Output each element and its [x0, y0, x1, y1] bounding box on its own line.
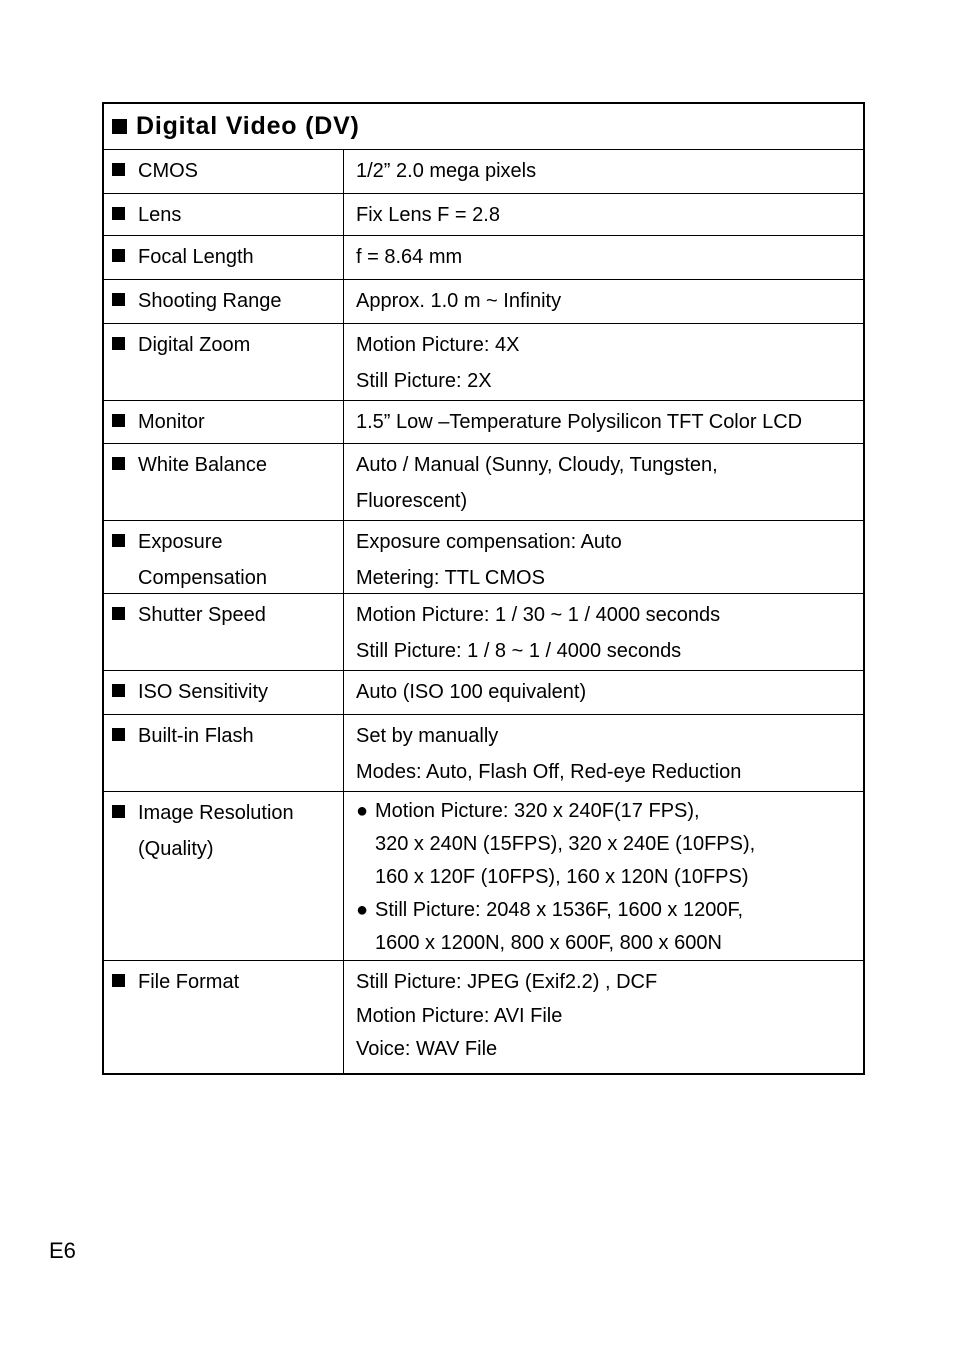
spec-label-cell [104, 236, 344, 279]
spec-label: Digital Zoom [138, 334, 251, 356]
spec-value-cell [344, 194, 863, 235]
spec-row-file-format [104, 961, 863, 1073]
spec-label [138, 792, 294, 867]
spec-row-built-in-flash [104, 715, 863, 792]
spec-value: 320 x 240N (15FPS), 320 x 240E (10FPS), [375, 833, 756, 855]
spec-label-cell [104, 521, 344, 593]
spec-row-cmos [104, 150, 863, 194]
spec-row-monitor [104, 401, 863, 444]
spec-value: Still Picture: 2048 x 1536F, 1600 x 1200F, [375, 899, 744, 921]
spec-label: Shutter Speed [138, 604, 266, 626]
page-number: E6 [49, 1238, 76, 1263]
spec-value-bullet-line [356, 894, 863, 927]
spec-row-exposure-compensation [104, 521, 863, 594]
spec-label-cell [104, 715, 344, 791]
round-bullet-icon: ● [356, 899, 369, 921]
square-bullet-icon [112, 293, 125, 306]
spec-label-line: Image Resolution [138, 802, 294, 824]
spec-label-cell [104, 792, 344, 960]
square-bullet-icon [112, 207, 125, 220]
spec-value-bullet-line [356, 795, 863, 828]
spec-label: Focal Length [138, 246, 254, 268]
spec-label: CMOS [138, 160, 198, 182]
spec-value-cell [344, 961, 863, 1073]
spec-value: Metering: TTL CMOS [356, 567, 545, 589]
spec-label: White Balance [138, 454, 267, 476]
spec-row-shutter-speed [104, 594, 863, 671]
spec-value: f = 8.64 mm [356, 246, 463, 268]
square-bullet-icon [112, 684, 125, 697]
section-title: Digital Video (DV) [136, 112, 360, 140]
spec-value-cell [344, 792, 863, 960]
spec-label: Built-in Flash [138, 725, 254, 747]
spec-label-cell [104, 280, 344, 323]
spec-value-cell [344, 324, 863, 400]
square-bullet-icon [112, 805, 125, 818]
spec-value: Fluorescent) [356, 490, 468, 512]
spec-label-cell [104, 401, 344, 443]
spec-value: Motion Picture: AVI File [356, 1005, 563, 1027]
spec-value: Still Picture: 1 / 8 ~ 1 / 4000 seconds [356, 640, 682, 662]
square-bullet-icon [112, 163, 125, 176]
spec-label: File Format [138, 971, 240, 993]
spec-row-iso-sensitivity [104, 671, 863, 715]
square-bullet-icon [112, 534, 125, 547]
spec-label-line: Exposure [138, 531, 223, 553]
spec-row-image-resolution [104, 792, 863, 961]
spec-value: Motion Picture: 1 / 30 ~ 1 / 4000 seconds [356, 604, 721, 626]
spec-table [102, 102, 865, 1075]
spec-label-cell [104, 444, 344, 520]
section-header [104, 104, 863, 150]
spec-label-cell [104, 194, 344, 235]
spec-row-white-balance [104, 444, 863, 521]
spec-value: 1.5” Low –Temperature Polysilicon TFT Color LCD [356, 411, 803, 433]
spec-value: Still Picture: JPEG (Exif2.2) , DCF [356, 971, 658, 993]
spec-value-cell [344, 521, 863, 593]
spec-value: Exposure compensation: Auto [356, 531, 622, 553]
spec-value: Motion Picture: 320 x 240F(17 FPS), [375, 800, 700, 822]
spec-label-line: (Quality) [138, 838, 214, 860]
spec-value: Still Picture: 2X [356, 370, 492, 392]
spec-value: Modes: Auto, Flash Off, Red-eye Reduction [356, 761, 742, 783]
square-bullet-icon [112, 337, 125, 350]
spec-value: Voice: WAV File [356, 1038, 498, 1060]
spec-label-line: Compensation [138, 567, 267, 589]
spec-value-cell [344, 594, 863, 670]
square-bullet-icon [112, 974, 125, 987]
spec-value: 1600 x 1200N, 800 x 600F, 800 x 600N [375, 932, 722, 954]
square-bullet-icon [112, 728, 125, 741]
spec-label-cell [104, 961, 344, 1073]
spec-value-cell [344, 444, 863, 520]
round-bullet-icon: ● [356, 800, 369, 822]
spec-row-digital-zoom [104, 324, 863, 401]
spec-value-cell [344, 150, 863, 193]
spec-row-focal-length [104, 236, 863, 280]
square-bullet-icon [112, 119, 127, 134]
spec-label: Monitor [138, 411, 205, 433]
spec-value: 160 x 120F (10FPS), 160 x 120N (10FPS) [375, 866, 749, 888]
spec-value: Auto (ISO 100 equivalent) [356, 681, 587, 703]
spec-label-cell [104, 150, 344, 193]
spec-label: Lens [138, 204, 182, 226]
square-bullet-icon [112, 457, 125, 470]
spec-value-cell [344, 401, 863, 443]
spec-value-cell [344, 671, 863, 714]
spec-label: Shooting Range [138, 290, 282, 312]
spec-value: 1/2” 2.0 mega pixels [356, 160, 537, 182]
spec-value: Set by manually [356, 725, 499, 747]
spec-value: Motion Picture: 4X [356, 334, 520, 356]
spec-label [138, 521, 267, 596]
spec-label-cell [104, 671, 344, 714]
spec-value: Approx. 1.0 m ~ Infinity [356, 290, 562, 312]
square-bullet-icon [112, 249, 125, 262]
spec-label: ISO Sensitivity [138, 681, 269, 703]
spec-value-cell [344, 236, 863, 279]
spec-value: Auto / Manual (Sunny, Cloudy, Tungsten, [356, 454, 718, 476]
spec-value: Fix Lens F = 2.8 [356, 204, 500, 226]
spec-row-shooting-range [104, 280, 863, 324]
spec-row-lens [104, 194, 863, 236]
spec-value-cell [344, 715, 863, 791]
square-bullet-icon [112, 607, 125, 620]
square-bullet-icon [112, 414, 125, 427]
spec-value-cell [344, 280, 863, 323]
spec-label-cell [104, 594, 344, 670]
spec-label-cell [104, 324, 344, 400]
